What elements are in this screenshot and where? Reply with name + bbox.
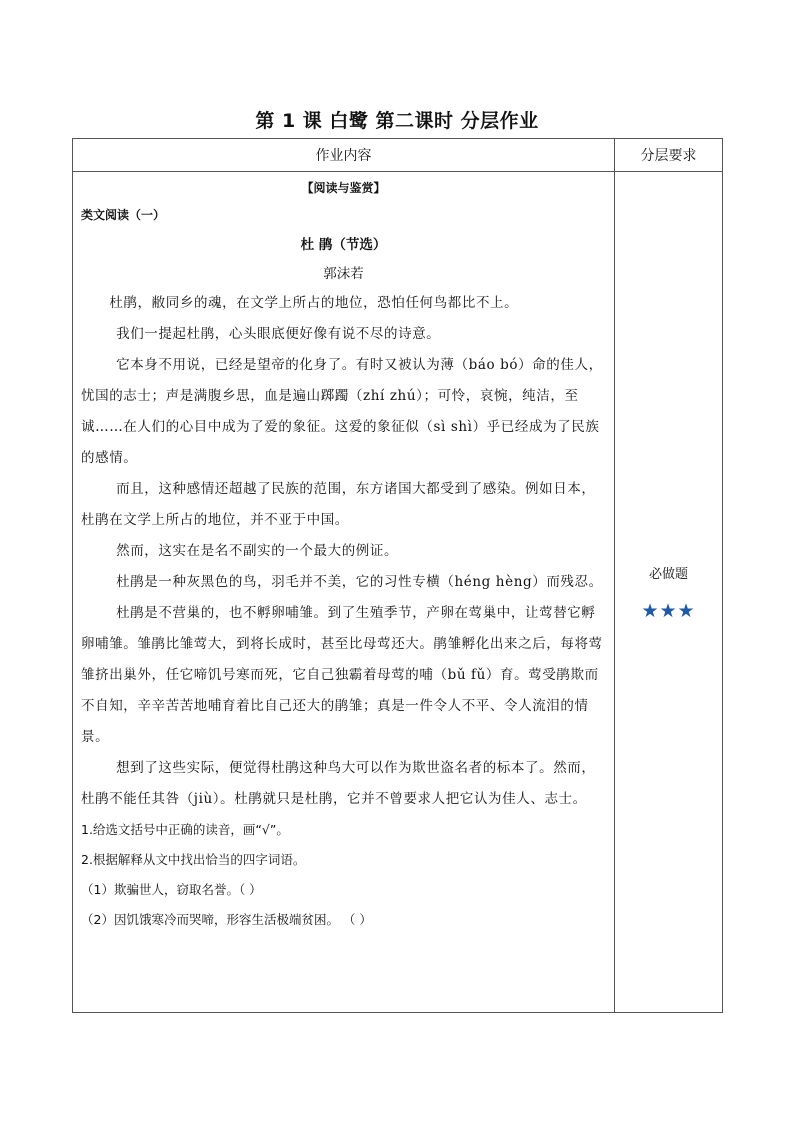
question-item: （1）欺骗世人，窃取名誉。（ ） [81,882,262,897]
question-item: 2.根据解释从文中找出恰当的四字词语。 [81,852,306,867]
passage-paragraph: 而且，这种感情还超越了民族的范围，东方诸国大都受到了感染。例如日本，杜鹃在文学上所占的地位，并不亚于中国。 [81,481,596,528]
subsection-label: 类文阅读（一） [81,208,166,222]
section-label: 【阅读与鉴赏】 [301,181,386,195]
question-item: （2）因饥饿寒冷而哭啼，形容生活极端贫困。 （ ） [81,912,372,927]
page-title: 第 1 课 白鹭 第二课时 分层作业 [255,110,539,132]
content-cell [73,172,615,1013]
header-level: 分层要求 [615,139,723,172]
passage-paragraph: 然而，这实在是名不副实的一个最大的例证。 [116,543,399,559]
passage-paragraph: 它本身不用说，已经是望帝的化身了。有时又被认为薄（báo bó）命的佳人，忧国的志士；声是满腹乡思，血是遍山踯躅（zhí zhú）；可怜，哀惋，纯洁，至诚……在人们的心目中成为了爱的象征。这爱的象征似（sì shì）乎已经成为了民族的感情。 [81,357,603,466]
table-row [73,172,723,1013]
passage-paragraph: 杜鹃是不营巢的，也不孵卵哺雏。到了生殖季节，产卵在莺巢中，让莺替它孵卵哺雏。雏鹃比雏莺大，到将长成时，甚至比母莺还大。鹃雏孵化出来之后，每将莺雏挤出巢外，任它啼饥号寒而死，它自己独霸着母莺的哺（bǔ fǔ）育。莺受鹃欺而不自知，辛辛苦苦地哺育着比自己还大的鹃雏；真是一件令人不平、令人流泪的情景。 [81,605,603,745]
level-cell [615,172,723,1013]
level-label: 必做题 [648,566,688,582]
passage-paragraph: 想到了这些实际，便觉得杜鹃这种鸟大可以作为欺世盗名者的标本了。然而，杜鹃不能任其咎（jiù）。杜鹃就只是杜鹃，它并不曾要求人把它认为佳人、志士。 [81,760,596,807]
passage-paragraph: 杜鹃是一种灰黑色的鸟，羽毛并不美，它的习性专横（héng hèng）而残忍。 [116,574,603,590]
passage-paragraph: 我们一提起杜鹃，心头眼底便好像有说不尽的诗意。 [116,326,441,342]
star-rating-icon: ★★★ [641,599,696,622]
passage-title: 杜 鹃（节选） [300,237,387,253]
homework-table [72,138,723,1013]
question-item: 1.给选文括号中正确的读音，画“√”。 [81,822,289,837]
passage-author: 郭沫若 [323,266,364,282]
header-content: 作业内容 [73,139,615,172]
table-header-row [73,139,723,172]
passage-paragraph: 杜鹃，敝同乡的魂，在文学上所占的地位，恐怕任何鸟都比不上。 [109,295,519,311]
